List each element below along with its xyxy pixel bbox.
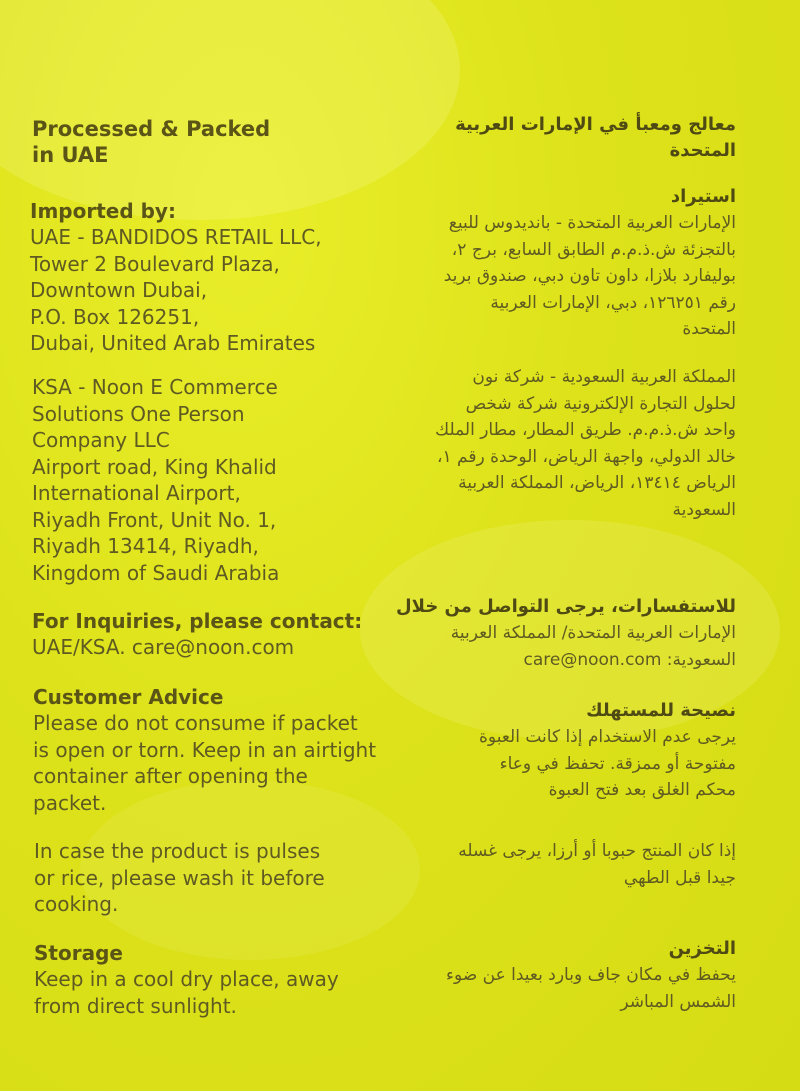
ar-address-line: خالد الدولي، واجهة الرياض، الوحدة رقم ١، <box>436 446 736 467</box>
advice-heading: Customer Advice <box>33 685 224 709</box>
storage-heading: Storage <box>34 941 123 965</box>
address-line: Downtown Dubai, <box>30 278 208 302</box>
ar-address-line: لحلول التجارة الإلكترونية شركة شخص <box>465 393 736 414</box>
ar-address-line: بالتجزئة ش.ذ.م.م الطابق السابع، برج ٢، <box>451 239 736 260</box>
ar-address-line: الرياض ١٣٤١٤، الرياض، المملكة العربية <box>458 473 736 493</box>
address-line: KSA - Noon E Commerce <box>32 375 278 399</box>
ar-storage-line: يحفظ في مكان جاف وبارد بعيدا عن ضوء <box>446 965 736 985</box>
storage-line: Keep in a cool dry place, away <box>34 967 339 991</box>
address-line: Riyadh Front, Unit No. 1, <box>32 507 277 532</box>
ar-storage-block <box>446 936 736 1015</box>
ar-pulses-line: إذا كان المنتج حبوبا أو أرزا، يرجى غسله <box>458 841 736 861</box>
inquiries-block <box>32 608 362 661</box>
ar-processed-line: معالج ومعبأ في الإمارات العربية <box>455 114 736 135</box>
advice-block <box>33 684 376 816</box>
pulses-line: cooking. <box>34 892 119 916</box>
ar-ksa-block <box>435 364 736 523</box>
ar-storage-heading: التخزين <box>668 938 736 959</box>
address-line: P.O. Box 126251, <box>30 304 200 329</box>
ar-address-line: رقم ١٢٦٢٥١، دبي، الإمارات العربية <box>490 292 736 313</box>
address-line: Airport road, King Khalid <box>32 454 277 479</box>
advice-line: container after opening the <box>33 764 308 788</box>
ksa-address-block <box>32 374 279 586</box>
ar-address-line: بوليفارد بلازا، داون تاون دبي، صندوق بريد <box>443 266 736 286</box>
address-line: Dubai, United Arab Emirates <box>30 331 316 355</box>
arabic-column <box>372 0 742 1091</box>
ar-advice-line: مفتوحة أو ممزقة. تحفظ في وعاء <box>499 753 736 774</box>
ar-address-line: واحد ش.ذ.م.م. طريق المطار، مطار الملك <box>435 420 736 440</box>
ar-advice-line: محكم الغلق بعد فتح العبوة <box>548 780 736 800</box>
ar-inquiries-line: الإمارات العربية المتحدة/ المملكة العربية <box>450 623 736 643</box>
address-line: Riyadh 13414, Riyadh, <box>32 534 259 558</box>
ar-processed-block <box>455 112 736 164</box>
pulses-line: In case the product is pulses <box>34 839 321 863</box>
inquiries-contact: UAE/KSA. care@noon.com <box>32 635 295 659</box>
address-line: International Airport, <box>32 481 241 505</box>
ar-address-line: الإمارات العربية المتحدة - بانديدوس للبيع <box>448 213 736 233</box>
ar-processed-line: المتحدة <box>669 140 736 161</box>
storage-block <box>34 940 339 1019</box>
address-line: Kingdom of Saudi Arabia <box>32 560 280 585</box>
ar-pulses-block <box>458 838 736 891</box>
advice-line: is open or torn. Keep in an airtight <box>33 737 377 762</box>
advice-line: Please do not consume if packet <box>33 711 358 735</box>
ar-inquiries-block <box>396 594 736 673</box>
pulses-line: or rice, please wash it before <box>34 865 325 890</box>
ar-advice-block <box>479 698 736 804</box>
ar-inquiries-heading: للاستفسارات، يرجى التواصل من خلال <box>396 596 736 617</box>
english-column <box>30 0 390 1091</box>
ar-address-line: المملكة العربية السعودية - شركة نون <box>472 367 736 387</box>
storage-line: from direct sunlight. <box>34 993 237 1018</box>
address-line: Solutions One Person <box>32 401 245 426</box>
ar-import-heading: استيراد <box>670 186 736 207</box>
processed-heading: Processed & Packed in UAE <box>32 117 271 167</box>
ar-import-block <box>444 184 736 343</box>
ar-storage-line: الشمس المباشر <box>620 991 736 1012</box>
address-line: Tower 2 Boulevard Plaza, <box>30 251 280 276</box>
advice-line: packet. <box>33 790 107 815</box>
ar-advice-heading: نصيحة للمستهلك <box>586 700 736 721</box>
address-line: Company LLC <box>32 428 170 452</box>
ar-address-line: المتحدة <box>682 319 736 339</box>
ar-address-line: السعودية <box>672 499 736 520</box>
inquiries-heading: For Inquiries, please contact: <box>32 609 363 633</box>
imported-heading: Imported by: <box>30 199 176 223</box>
ar-advice-line: يرجى عدم الاستخدام إذا كانت العبوة <box>479 727 736 747</box>
address-line: UAE - BANDIDOS RETAIL LLC, <box>30 225 322 249</box>
ar-pulses-line: جيدا قبل الطهي <box>623 867 736 888</box>
ar-inquiries-line: السعودية: care@noon.com <box>523 649 736 670</box>
importer-block <box>30 198 322 357</box>
pulses-block <box>34 838 325 918</box>
